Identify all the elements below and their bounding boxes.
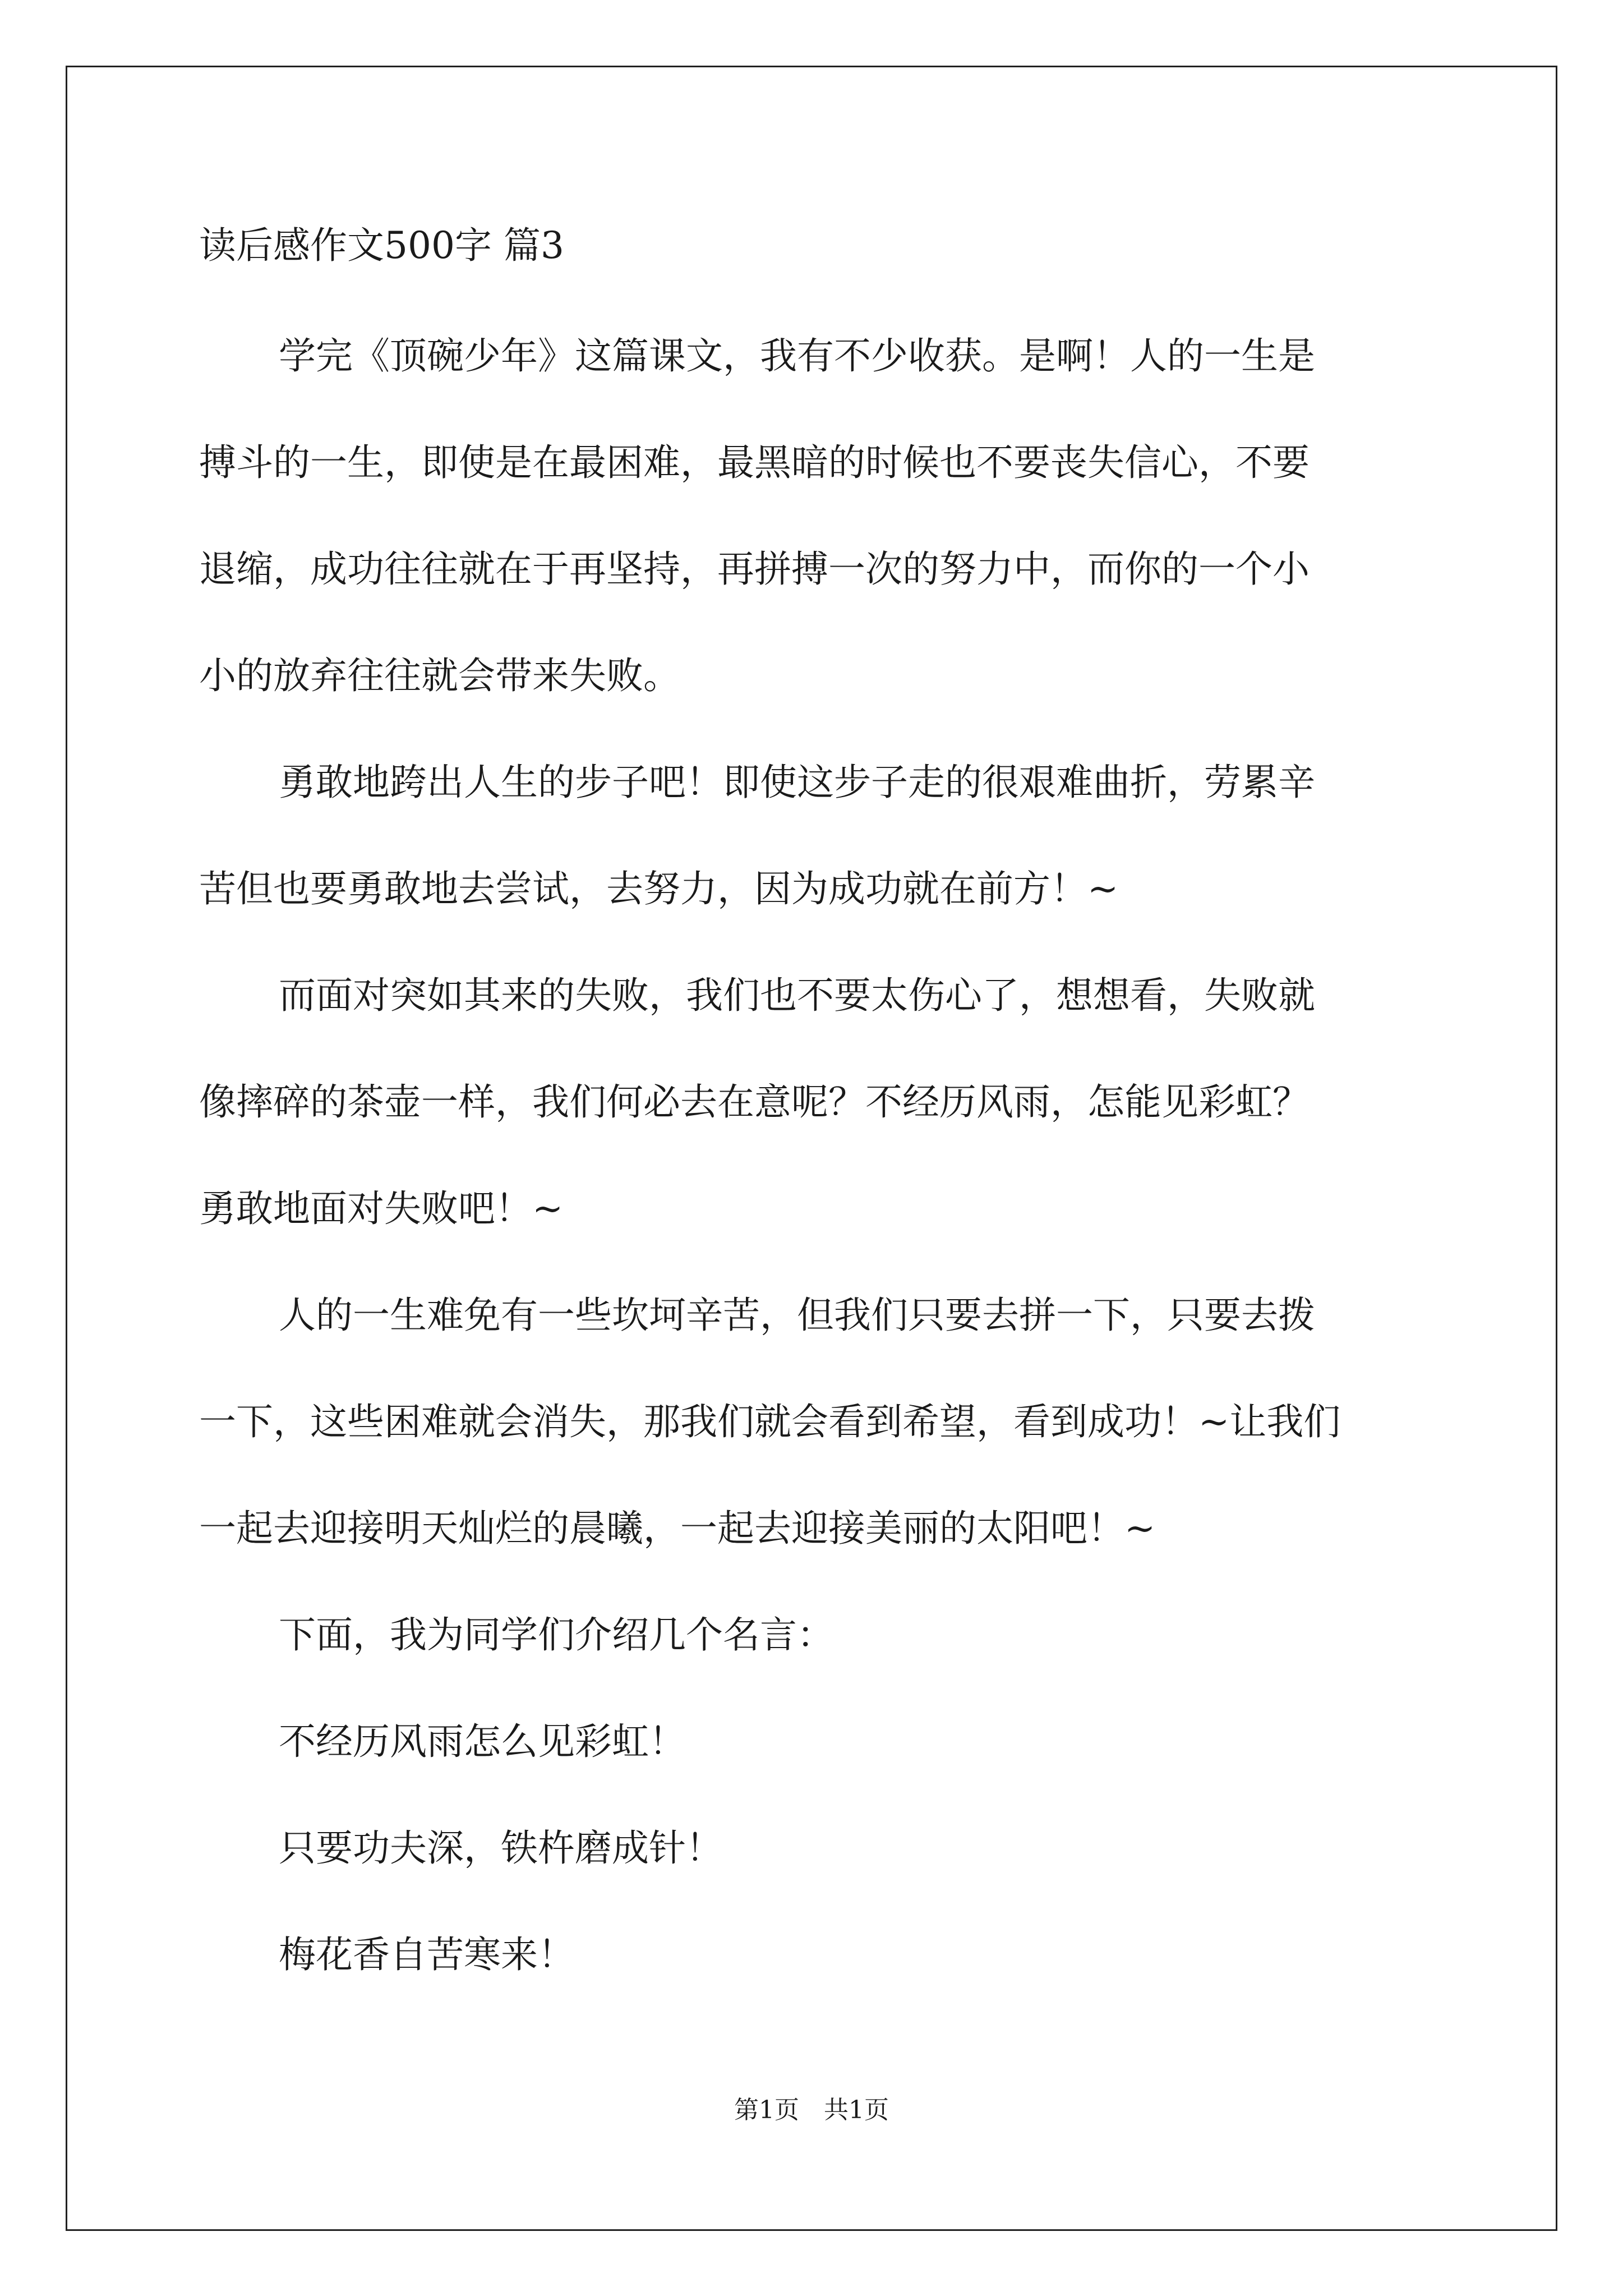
text-line: 勇敢地面对失败吧！~ [199,1187,564,1230]
quote-3 [199,1902,1433,2008]
text-line: 小的放弃往往就会带来失败。 [199,654,680,697]
text-line: 退缩，成功往往就在于再坚持，再拼搏一次的努力中，而你的一个小 [199,547,1310,591]
text-line: 像摔碎的茶壶一样，我们何必去在意呢？不经历风雨，怎能见彩虹？ [199,1080,1310,1124]
paragraph-3 [199,942,1433,1262]
paragraph-5 [199,1582,1433,1688]
text-line: 不经历风雨怎么见彩虹！ [279,1720,686,1763]
paragraph-2 [199,729,1433,942]
text-line: 苦但也要勇敢地去尝试，去努力，因为成功就在前方！~ [199,867,1119,910]
text-line: 一起去迎接明天灿烂的晨曦，一起去迎接美丽的太阳吧！~ [199,1507,1156,1550]
page-title: 读后感作文500字 篇3 [199,224,564,267]
quote-1 [199,1688,1433,1795]
quote-2 [199,1795,1433,1902]
text-line: 勇敢地跨出人生的步子吧！即使这步子走的很艰难曲折，劳累辛 [279,761,1315,804]
page-footer: 第1页 共1页 [734,2096,889,2124]
text-line: 梅花香自苦寒来！ [279,1933,575,1976]
text-line: 下面，我为同学们介绍几个名言： [279,1613,834,1657]
paragraph-1 [199,303,1433,729]
text-line: 人的一生难免有一些坎坷辛苦，但我们只要去拼一下，只要去拨 [279,1294,1315,1337]
text-line: 学完《顶碗少年》这篇课文，我有不少收获。是啊！人的一生是 [279,334,1315,378]
text-line: 一下，这些困难就会消失，那我们就会看到希望，看到成功！~让我们 [199,1400,1341,1443]
text-line: 只要功夫深，铁杵磨成针！ [279,1826,723,1870]
paragraph-4 [199,1262,1433,1582]
text-line: 而面对突如其来的失败，我们也不要太伤心了，想想看，失败就 [279,974,1315,1017]
text-line: 搏斗的一生，即使是在最困难，最黑暗的时候也不要丧失信心，不要 [199,441,1310,484]
